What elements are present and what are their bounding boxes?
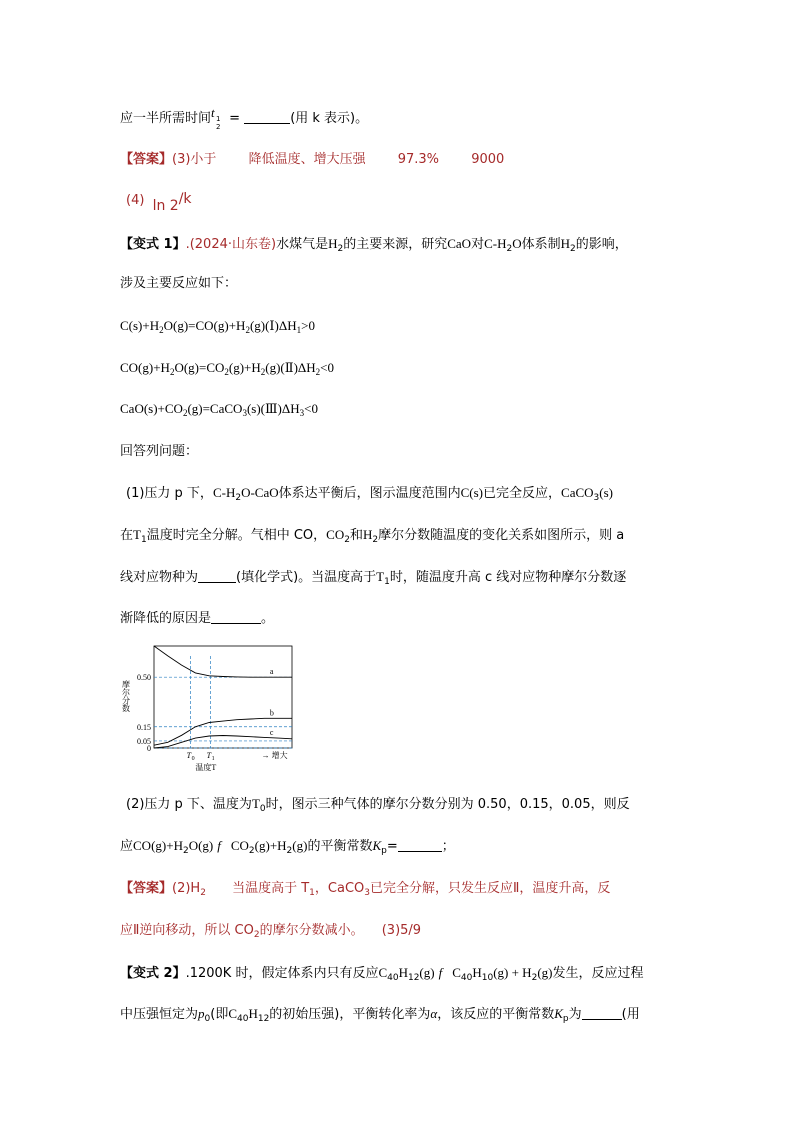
answer-line-2: (4) ln 2/k	[126, 191, 192, 214]
x-axis-note: → 增大	[261, 751, 288, 760]
variant2-line2: 中压强恒定为$p_0$(即$C_{40}H_{12}$的初始压强)，平衡转化率为α，该反应的平衡常数$K_p$为 (用	[120, 1006, 640, 1024]
series-label-a: a	[269, 667, 274, 677]
x-tick-t1-sub: 1	[211, 756, 215, 762]
mole-fraction-chart	[118, 640, 318, 780]
reaction-1: $C(s)+H_2O(g)=CO(g)+H_2(g)(Ⅰ)\Delta H_1>0$	[120, 318, 315, 335]
answer-blank	[211, 609, 261, 624]
variant1-line2: 涉及主要反应如下：	[120, 276, 238, 291]
answer-blank	[198, 568, 236, 583]
reaction-3: $CaO(s)+CO_2(g)=CaCO_3(s)(Ⅲ)\Delta H_3<0$	[120, 401, 318, 418]
variant2-line1: 【变式 2】.1200K 时，假定体系内只有反应$C_{40}H_{12}(g)$ f $C_{40}H_{10}(g) + H_2(g)$发生，反应过程	[120, 965, 644, 983]
x-axis-label: 温度T	[195, 763, 217, 772]
y-tick-label: 0.05	[137, 736, 151, 746]
answer-blank	[398, 837, 442, 852]
q-text: 应一半所需时间	[120, 111, 212, 126]
y-tick-label: 0.50	[137, 673, 151, 683]
answer-line-1: 【答案】(3)小于 降低温度、增大压强 97.3% 9000	[120, 152, 505, 167]
question-intro: 回答列问题：	[120, 444, 199, 459]
series-label-b: b	[269, 708, 274, 718]
q1-line4: 渐降低的原因是 。	[120, 611, 275, 626]
answer2-line1: 【答案】$(2)H_2$ 当温度高于 $T_1$，CaCO$_3$已完全分解，只发生反应Ⅱ，温度升高，反	[120, 881, 611, 898]
q1-line2: 在$T_1$温度时完全分解。气相中 CO，$CO_2$和$H_2$摩尔分数随温度的变化关系如图所示，则 a	[120, 527, 625, 545]
q2-line1: (2)压力 p 下、温度为$T_0$时，图示三种气体的摩尔分数分别为 0.50，0.15，0.05，则反	[126, 796, 630, 814]
y-axis-label: 摩尔分数	[121, 680, 131, 712]
answer2-line2: 应Ⅱ逆向移动，所以 $CO_2$的摩尔分数减小。 (3)5/9	[120, 923, 422, 940]
question-line-half-life: 应一半所需时间 t 1 2 = (用 k 表示)。	[120, 105, 369, 131]
half-life-symbol: t 1 2	[211, 105, 221, 131]
y-tick-label: 0	[147, 744, 151, 753]
q2-line2: 应$CO(g)+H_2O(g)$ f $CO_2(g)+H_2(g)$的平衡常数$K_p=$ ；	[120, 838, 455, 856]
x-tick-t0-sub: 0	[191, 756, 195, 762]
answer-blank	[244, 109, 290, 124]
variant1-heading: 【变式 1】.(2024·山东卷)水煤气是$H_2$的主要来源，研究CaO对$C-H_2O$体系制$H_2$的影响，	[120, 236, 628, 254]
reaction-2: $CO(g)+H_2O(g)=CO_2(g)+H_2(g)(Ⅱ)\Delta H_2<0$	[120, 360, 335, 377]
q1-line1: (1)压力 p 下，$C-H_2O$-CaO体系达平衡后，图示温度范围内C(s)已完全反应，CaCO$_3$(s)	[126, 485, 613, 503]
answer-label: 【答案】	[120, 152, 173, 167]
x-tick-t1: T	[206, 751, 212, 760]
series-line-c	[154, 736, 292, 749]
answer-blank	[582, 1005, 622, 1020]
q1-line3: 线对应物种为 (填化学式)。当温度高于$T_1$时，随温度升高 c 线对应物种摩尔分数逐	[120, 569, 627, 587]
series-label-c: c	[269, 728, 274, 738]
x-tick-t0: T	[186, 751, 192, 760]
y-tick-label: 0.15	[137, 722, 151, 732]
